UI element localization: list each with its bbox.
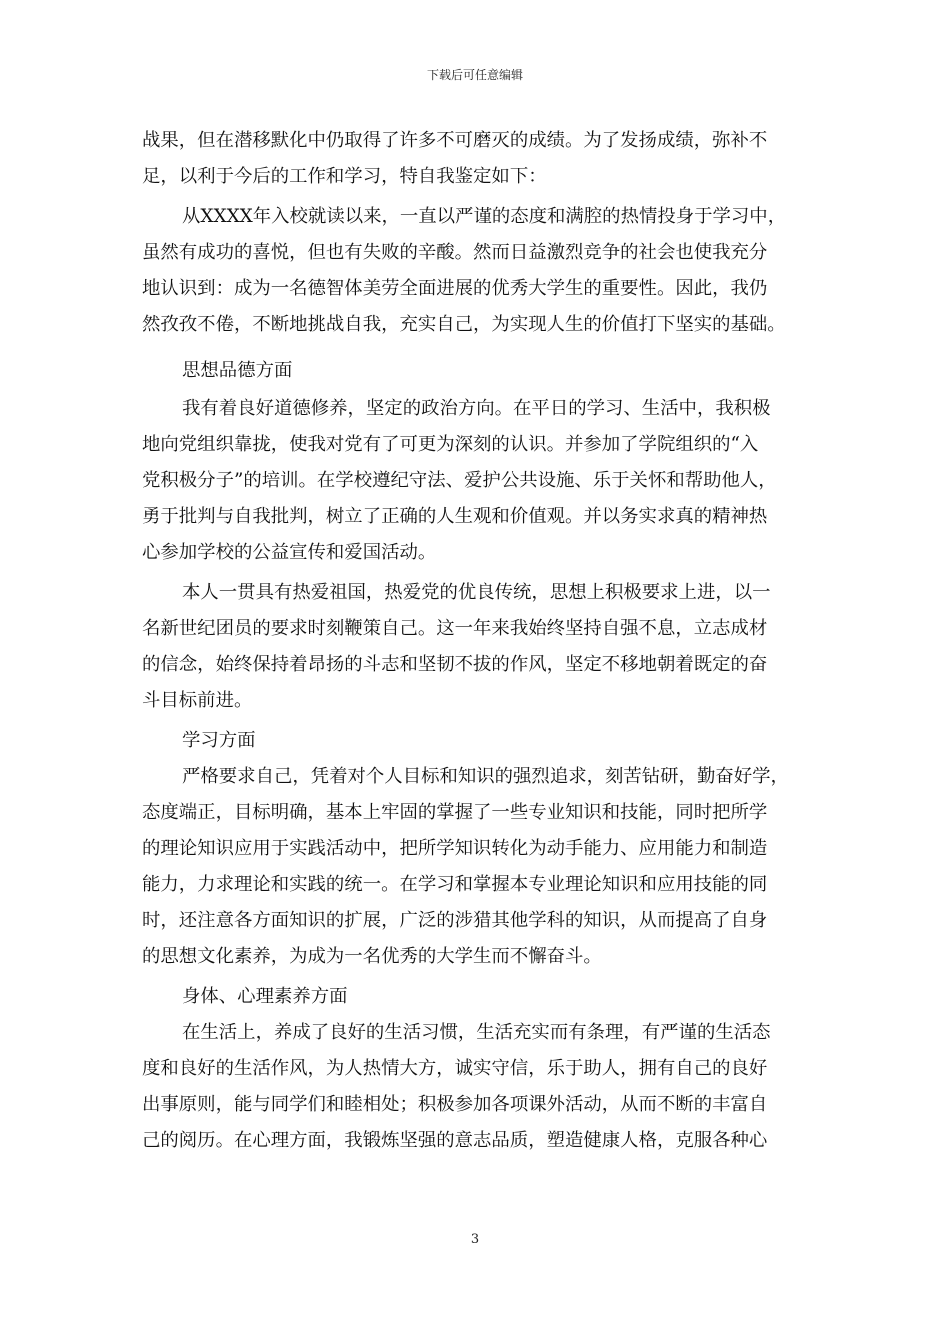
text-line (0, 234, 950, 272)
text-line (0, 1014, 950, 1052)
text-line (0, 158, 950, 196)
paragraph-text: 的信念，始终保持着昂扬的斗志和坚韧不拔的作风，坚定不移地朝着既定的奋 (142, 654, 768, 675)
paragraph-text: 地认识到：成为一名德智体美劳全面进展的优秀大学生的重要性。因此，我仍 (142, 278, 768, 299)
text-line (0, 574, 950, 612)
paragraph-text: 的思想文化素养，为成为一名优秀的大学生而不懈奋斗。 (142, 946, 602, 967)
text-line (0, 1050, 950, 1088)
text-line (0, 122, 950, 160)
text-line (0, 498, 950, 536)
paragraph-text: 我有着良好道德修养，坚定的政治方向。在平日的学习、生活中，我积极 (182, 398, 771, 419)
paragraph-text: 从XXXX年入校就读以来，一直以严谨的态度和满腔的热情投身于学习中， (182, 206, 787, 227)
text-line (0, 306, 950, 344)
text-line (0, 534, 950, 572)
paragraph-text: 的理论知识应用于实践活动中，把所学知识转化为动手能力、应用能力和制造 (142, 838, 768, 859)
paragraph-text: 身体、心理素养方面 (182, 986, 348, 1007)
text-line (0, 198, 950, 236)
paragraph-text: 地向党组织靠拢，使我对党有了可更为深刻的认识。并参加了学院组织的“入 (142, 434, 759, 455)
paragraph-text: 在生活上，养成了良好的生活习惯，生活充实而有条理，有严谨的生活态 (182, 1022, 771, 1043)
text-line (0, 646, 950, 684)
paragraph-text: 名新世纪团员的要求时刻鞭策自己。这一年来我始终坚持自强不息，立志成材 (142, 618, 768, 639)
paragraph-text: 度和良好的生活作风，为人热情大方，诚实守信，乐于助人，拥有自己的良好 (142, 1058, 768, 1079)
paragraph-text: 时，还注意各方面知识的扩展，广泛的涉猎其他学科的知识，从而提高了自身 (142, 910, 768, 931)
text-line (0, 830, 950, 868)
text-line (0, 758, 950, 796)
text-line (0, 722, 950, 760)
paragraph-text: 出事原则，能与同学们和睦相处；积极参加各项课外活动，从而不断的丰富自 (142, 1094, 768, 1115)
paragraph-text: 虽然有成功的喜悦，但也有失败的辛酸。然而日益激烈竞争的社会也使我充分 (142, 242, 768, 263)
text-line (0, 938, 950, 976)
paragraph-text: 斗目标前进。 (142, 690, 253, 711)
text-line (0, 1122, 950, 1160)
page-number: 3 (470, 1232, 480, 1247)
text-line (0, 270, 950, 308)
paragraph-text: 能力，力求理论和实践的统一。在学习和掌握本专业理论知识和应用技能的同 (142, 874, 768, 895)
paragraph-text: 己的阅历。在心理方面，我锻炼坚强的意志品质，塑造健康人格，克服各种心 (142, 1130, 768, 1151)
paragraph-text: 学习方面 (182, 730, 256, 751)
paragraph-text: 勇于批判与自我批判，树立了正确的人生观和价值观。并以务实求真的精神热 (142, 506, 768, 527)
text-line (0, 794, 950, 832)
paragraph-text: 严格要求自己，凭着对个人目标和知识的强烈追求，刻苦钻研，勤奋好学， (182, 766, 789, 787)
paragraph-text: 然孜孜不倦，不断地挑战自我，充实自己，为实现人生的价值打下坚实的基础。 (142, 314, 786, 335)
text-line (0, 902, 950, 940)
paragraph-text: 思想品德方面 (182, 360, 293, 381)
paragraph-text: 态度端正，目标明确，基本上牢固的掌握了一些专业知识和技能，同时把所学 (142, 802, 768, 823)
paragraph-text: 战果，但在潜移默化中仍取得了许多不可磨灭的成绩。为了发扬成绩，弥补不 (142, 130, 768, 151)
text-line (0, 610, 950, 648)
text-line (0, 978, 950, 1016)
text-line (0, 682, 950, 720)
paragraph-text: 心参加学校的公益宣传和爱国活动。 (142, 542, 437, 563)
paragraph-text: 本人一贯具有热爱祖国，热爱党的优良传统，思想上积极要求上进，以一 (182, 582, 771, 603)
paragraph-text: 足，以利于今后的工作和学习，特自我鉴定如下： (142, 166, 547, 187)
text-line (0, 352, 950, 390)
paragraph-text: 党积极分子”的培训。在学校遵纪守法、爱护公共设施、乐于关怀和帮助他人， (142, 470, 777, 491)
text-line (0, 866, 950, 904)
page-header: 下载后可任意编辑 (426, 68, 523, 82)
text-line (0, 426, 950, 464)
text-line (0, 462, 950, 500)
text-line (0, 390, 950, 428)
text-line (0, 1086, 950, 1124)
